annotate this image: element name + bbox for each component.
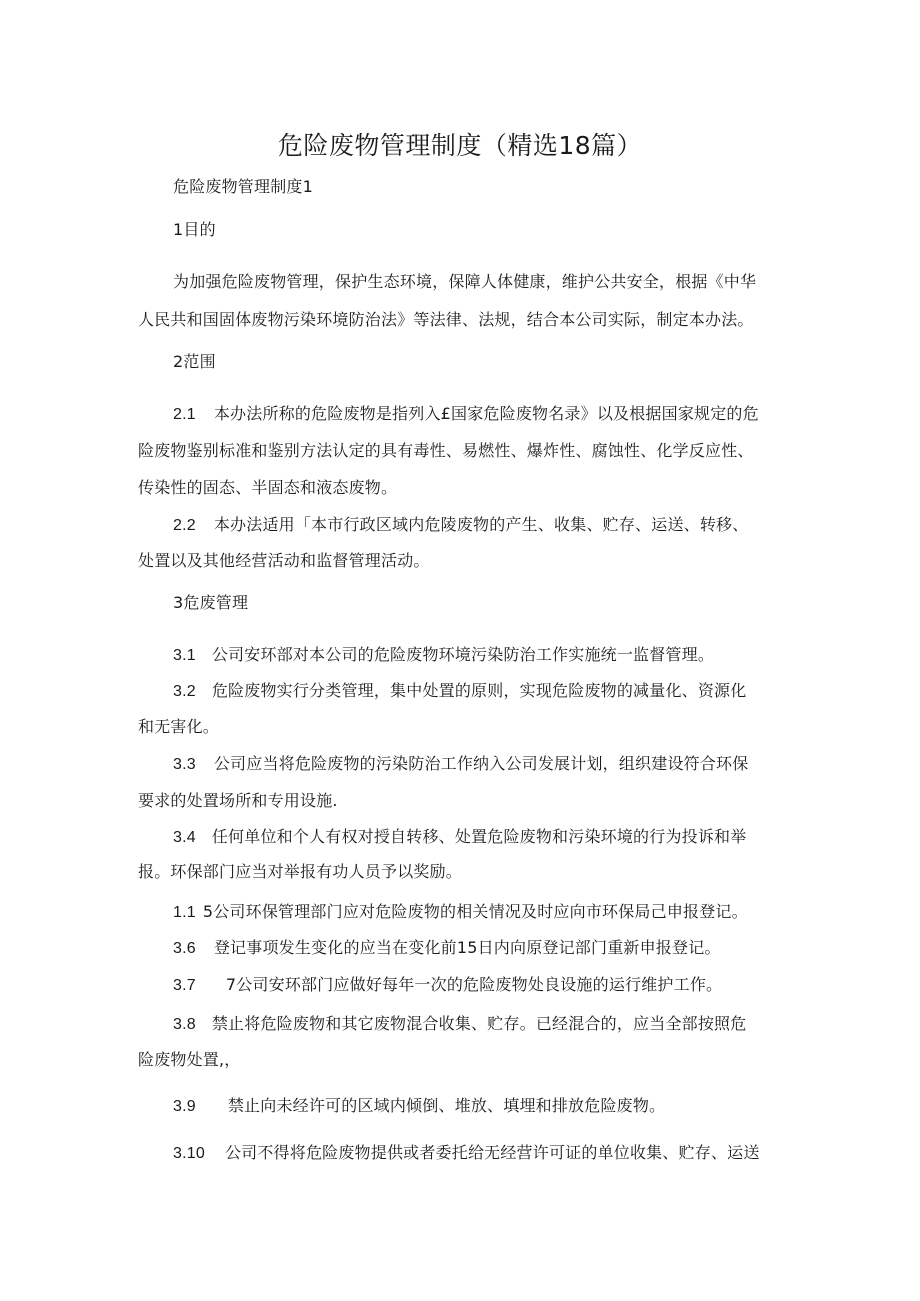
clause-number: 3.10 bbox=[173, 1145, 205, 1162]
clause-2-2 bbox=[173, 513, 748, 538]
document-subtitle: 危险废物管理制度1 bbox=[173, 177, 313, 196]
clause-text: 公司不得将危险废物提供或者委托给无经营许可证的单位收集、贮存、运送 bbox=[224, 1143, 760, 1162]
clause-3-2-line-2: 和无害化。 bbox=[138, 717, 220, 736]
clause-text: 7公司安环部门应做好每年一次的危险废物处良设施的运行维护工作。 bbox=[225, 975, 723, 994]
clause-number: 3.3 bbox=[173, 756, 196, 773]
clause-3-4-line-2: 报。环保部门应当对举报有功人员予以奖励。 bbox=[138, 862, 463, 881]
section-heading-scope: 2范围 bbox=[173, 352, 216, 371]
clause-number: 3.8 bbox=[173, 1016, 196, 1033]
clause-3-3-line-2: 要求的处置场所和专用设施. bbox=[138, 791, 338, 810]
clause-2-1-line-2: 险废物鉴别标准和鉴别方法认定的具有毒性、易燃性、爆炸性、腐蚀性、化学反应性、 bbox=[138, 441, 754, 460]
clause-number: 1.1 bbox=[173, 904, 196, 921]
clause-3-3 bbox=[173, 752, 748, 777]
clause-number: 3.6 bbox=[173, 940, 196, 957]
clause-2-1-line-3: 传染性的固态、半固态和液态废物。 bbox=[138, 478, 398, 497]
clause-3-2 bbox=[173, 679, 746, 704]
clause-3-8-line-2: 险废物处置,， bbox=[138, 1050, 241, 1069]
clause-text: 公司应当将危险废物的污染防治工作纳入公司发展计划，组织建设符合环保 bbox=[213, 754, 749, 773]
clause-text: 任何单位和个人有权对授自转移、处置危险废物和污染环境的行为投诉和举 bbox=[211, 827, 747, 846]
clause-2-2-line-2: 处置以及其他经营活动和监督管理活动。 bbox=[138, 551, 430, 570]
clause-3-7 bbox=[173, 973, 722, 998]
clause-number: 3.7 bbox=[173, 977, 196, 994]
clause-text: 5公司环保管理部门应对危险废物的相关情况及时应向市环保局己申报登记。 bbox=[202, 902, 748, 921]
clause-3-10 bbox=[173, 1141, 760, 1166]
clause-3-1 bbox=[173, 643, 714, 668]
clause-text: 禁止向未经许可的区域内倾倒、堆放、填埋和排放危险废物。 bbox=[227, 1096, 666, 1115]
clause-text: 本办法适用「本市行政区域内危陵废物的产生、收集、贮存、运送、转移、 bbox=[213, 515, 749, 534]
clause-3-8 bbox=[173, 1012, 746, 1037]
clause-text: 公司安环部对本公司的危险废物环境污染防治工作实施统一监督管理。 bbox=[211, 645, 715, 664]
paragraph-purpose-line-1: 为加强危险废物管理，保护生态环境，保障人体健康，维护公共安全，根据《中华 bbox=[173, 272, 757, 291]
clause-3-4 bbox=[173, 825, 746, 850]
clause-number: 2.2 bbox=[173, 517, 196, 534]
document-title: 危险废物管理制度（精选18篇） bbox=[277, 131, 643, 160]
section-heading-purpose: 1目的 bbox=[173, 220, 216, 239]
paragraph-purpose-line-2: 人民共和国固体废物污染环境防治法》等法律、法规，结合本公司实际，制定本办法。 bbox=[138, 310, 754, 329]
clause-number: 3.1 bbox=[173, 647, 196, 664]
clause-number: 3.2 bbox=[173, 683, 196, 700]
clause-2-1 bbox=[173, 402, 759, 427]
clause-3-9 bbox=[173, 1094, 665, 1119]
clause-text: 危险废物实行分类管理，集中处置的原则，实现危险废物的减量化、资源化 bbox=[211, 681, 747, 700]
section-heading-management: 3危废管理 bbox=[173, 593, 249, 612]
clause-text: 登记事项发生变化的应当在变化前15日内向原登记部门重新申报登记。 bbox=[213, 938, 721, 957]
clause-3-5 bbox=[173, 900, 748, 925]
clause-number: 3.9 bbox=[173, 1098, 196, 1115]
clause-3-6 bbox=[173, 936, 721, 961]
clause-number: 3.4 bbox=[173, 829, 196, 846]
clause-text: 本办法所称的危险废物是指列入£国家危险废物名录》以及根据国家规定的危 bbox=[213, 404, 759, 423]
clause-text: 禁止将危险废物和其它废物混合收集、贮存。已经混合的，应当全部按照危 bbox=[211, 1014, 747, 1033]
clause-number: 2.1 bbox=[173, 406, 196, 423]
